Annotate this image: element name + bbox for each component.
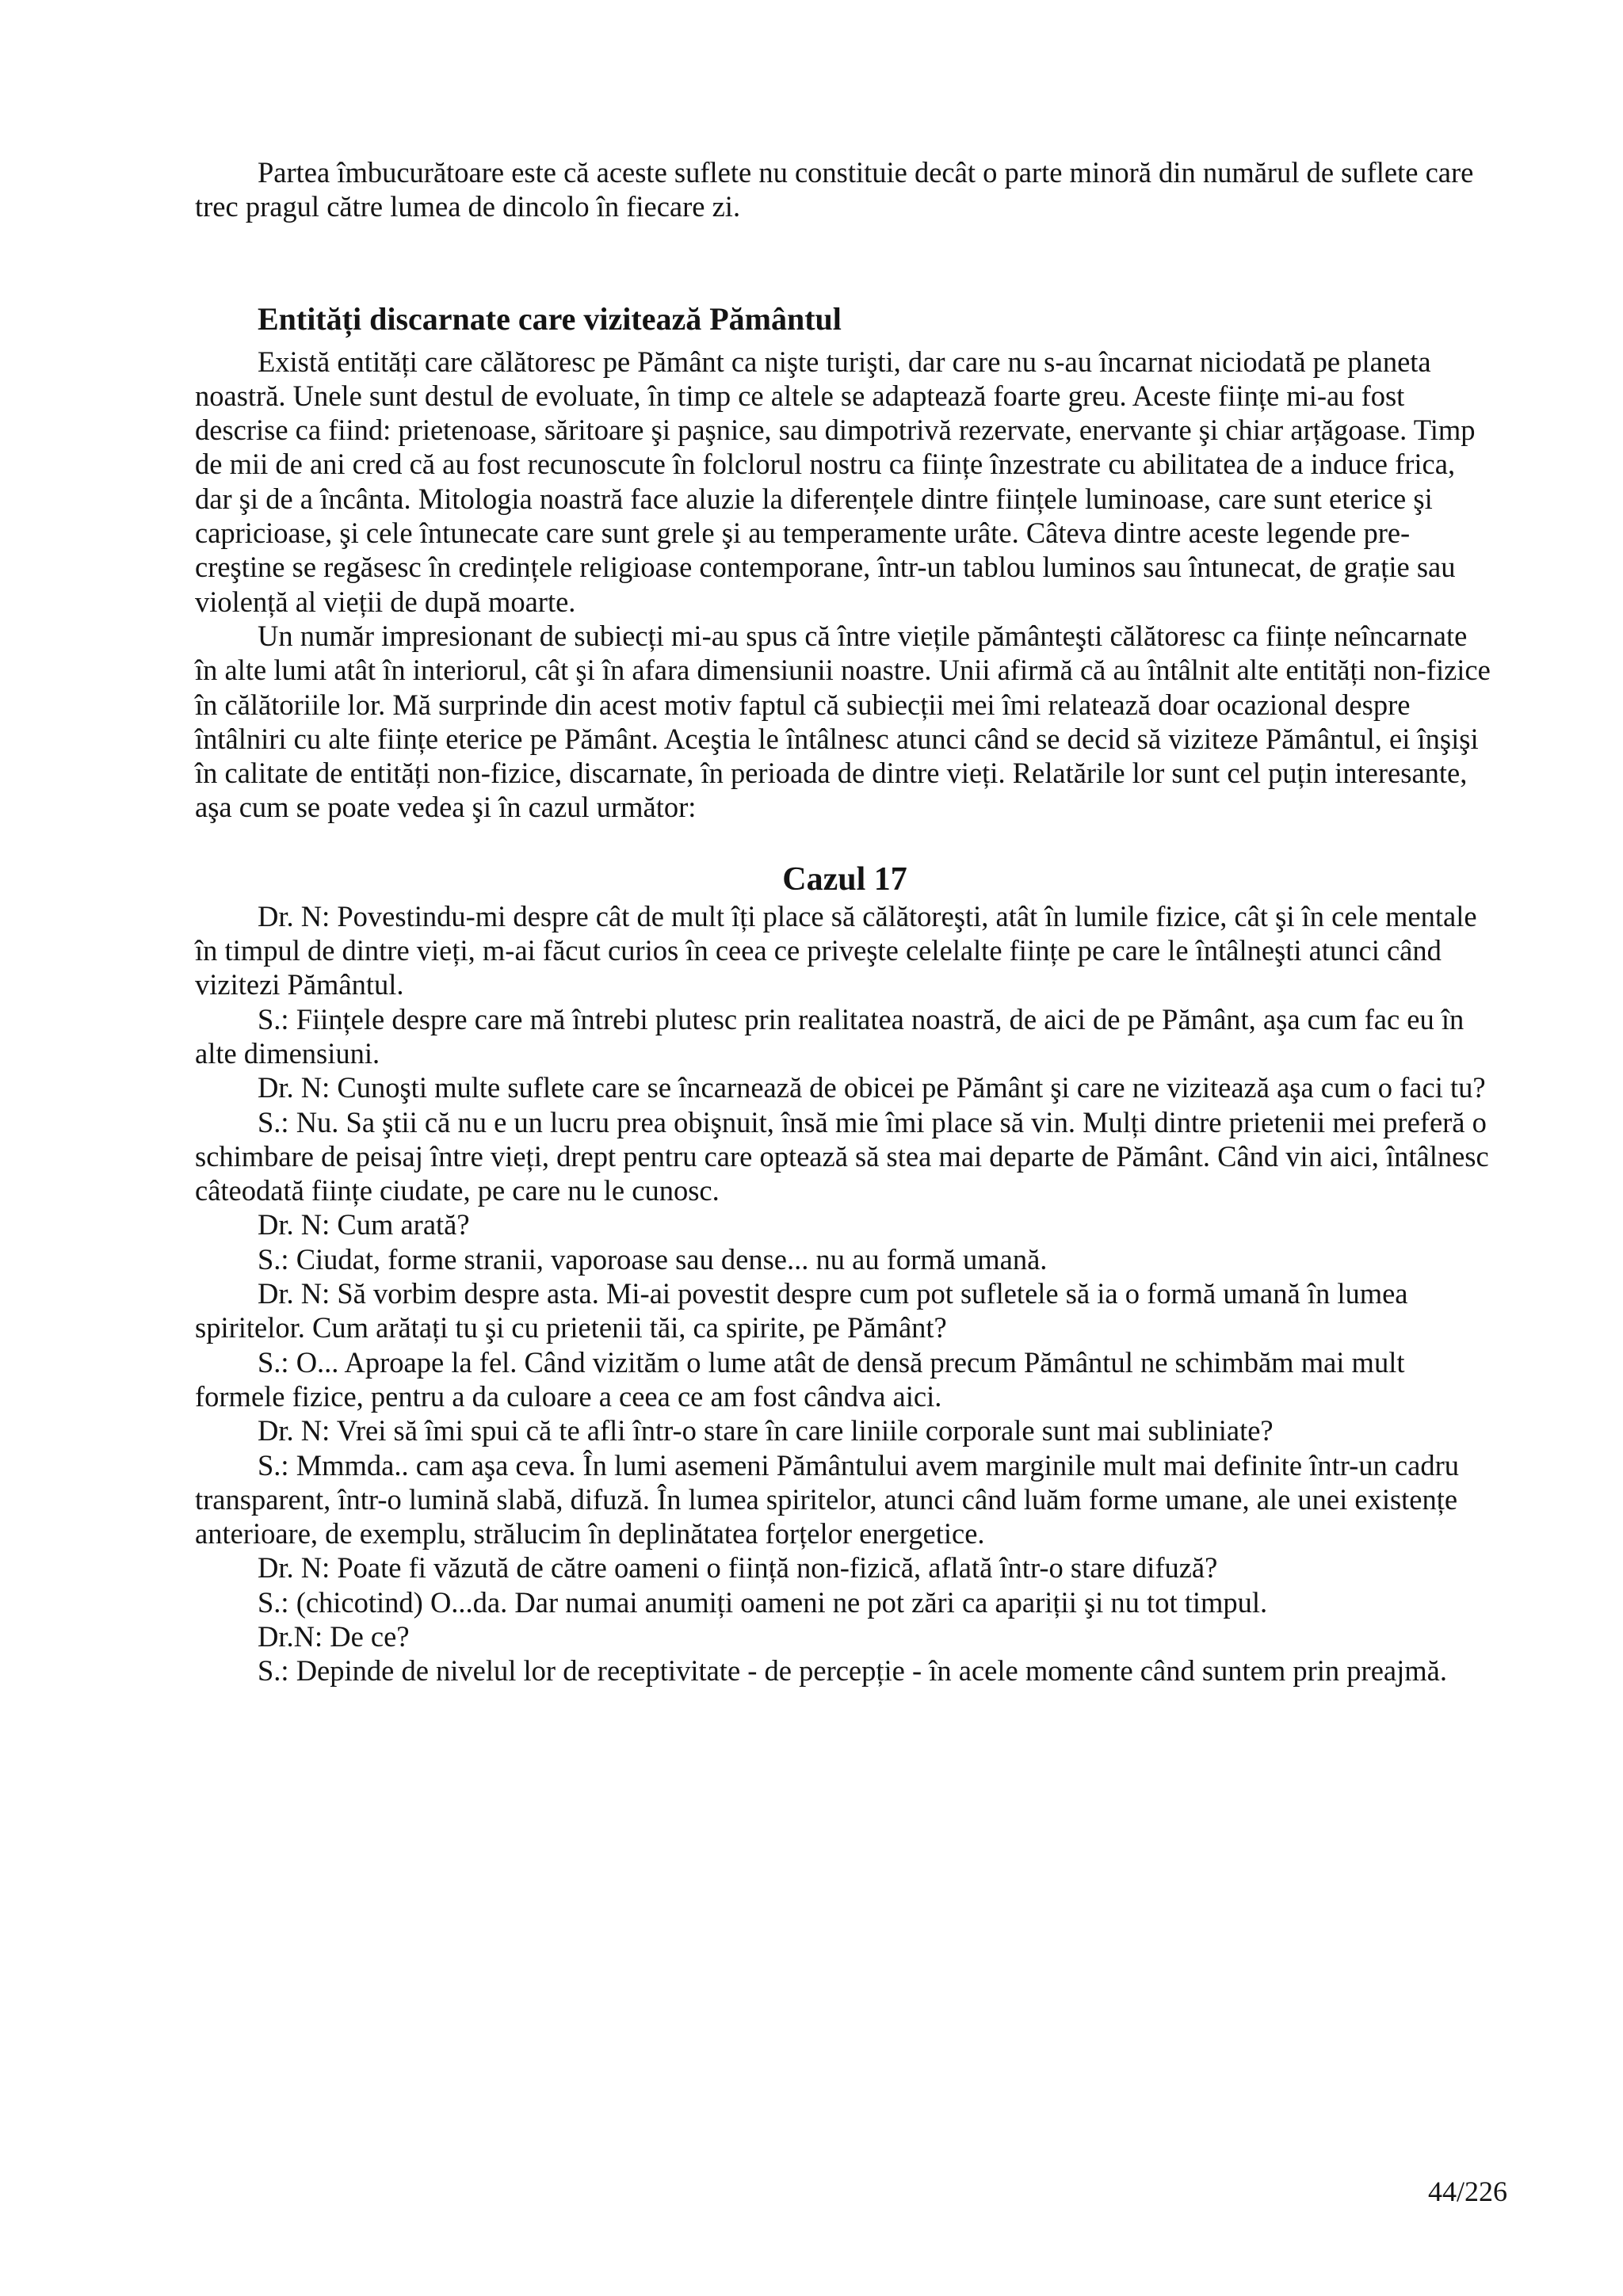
dialogue-line: Dr. N: Cum arată? <box>258 1208 470 1241</box>
dialogue-line: Dr. N: Cunoşti multe suflete care se încarnează de obicei pe Pământ şi care ne vizitează aşa cum o faci tu? <box>258 1071 1486 1104</box>
dialogue-line: Dr. N: Poate fi văzută de către oameni o ființă non-fizică, aflată într-o stare difuză? <box>258 1551 1218 1585</box>
case-title: Cazul 17 <box>782 860 907 898</box>
dialogue-line: S.: Ființele despre care mă întrebi plutesc prin realitatea noastră, de aici de pe Pământ, aşa cum fac eu în alte dimensiuni. <box>195 1002 1465 1070</box>
section-paragraph: Un număr impresionant de subiecți mi-au spus că între viețile pământeşti călătoresc ca ființe neîncarnate în alte lumi atât în interiorul, cât şi în afara dimensiunii noastre. Unii afirmă că au întâlnit alte entități non-fizice în călătoriile lor. Mă surprinde din acest motiv faptul că subiecții mei îmi relatează doar ocazional despre întâlniri cu alte ființe eterice pe Pământ. Aceştia le întâlnesc atunci când se decid să viziteze Pământul, ei înşişi în calitate de entități non-fizice, discarnate, în perioada de dintre vieți. Relatările lor sunt cel puțin interesante, aşa cum se poate vedea şi în cazul următor: <box>195 619 1491 824</box>
dialogue-line: Dr.N: De ce? <box>258 1619 410 1653</box>
document-page <box>195 155 1495 1688</box>
dialogue-line: Dr. N: Povestindu-mi despre cât de mult îți place să călătoreşti, atât în lumile fizice, cât şi în cele mentale în timpul de dintre vieți, m-ai făcut curios în ceea ce priveşte celelalte ființe pe care le întâlneşti atunci când vizitezi Pământul. <box>195 899 1477 1001</box>
dialogue-line: S.: O... Aproape la fel. Când vizităm o lume atât de densă precum Pământul ne schimbăm mai mult formele fizice, pentru a da culoare a ceea ce am fost cândva aici. <box>195 1345 1405 1413</box>
page-number: 44/226 <box>1427 2176 1507 2207</box>
section-heading: Entități discarnate care vizitează Pământul <box>258 300 842 337</box>
dialogue-line: S.: Nu. Sa ştii că nu e un lucru prea obişnuit, însă mie îmi place să vin. Mulți dintre prietenii mei preferă o schimbare de peisaj între vieți, drept pentru care optează să stea mai departe de Pământ. Când vin aici, întâlnesc câteodată ființe ciudate, pe care nu le cunosc. <box>195 1105 1489 1207</box>
section-paragraph: Există entități care călătoresc pe Pământ ca nişte turişti, dar care nu s-au încarnat niciodată pe planeta noastră. Unele sunt destul de evoluate, în timp ce altele se adaptează foarte greu. Aceste ființe mi-au fost descrise ca fiind: prietenoase, săritoare şi paşnice, sau dimpotrivă rezervate, enervante şi chiar arțăgoase. Timp de mii de ani cred că au fost recunoscute în folclorul nostru ca ființe înzestrate cu abilitatea de a induce frica, dar şi de a încânta. Mitologia noastră face aluzie la diferențele dintre ființele luminoase, care sunt eterice şi capricioase, şi cele întunecate care sunt grele şi au temperamente urâte. Câteva dintre aceste legende pre-creştine se regăsesc în credințele religioase contemporane, într-un tablou luminos sau întunecat, de grație sau violență al vieții de după moarte. <box>195 345 1476 618</box>
intro-paragraph: Partea îmbucurătoare este că aceste suflete nu constituie decât o parte minoră din numărul de suflete care trec pragul către lumea de dincolo în fiecare zi. <box>195 156 1474 223</box>
dialogue-line: S.: Ciudat, forme stranii, vaporoase sau dense... nu au formă umană. <box>258 1242 1048 1276</box>
dialogue-line: Dr. N: Vrei să îmi spui că te afli într-o stare în care liniile corporale sunt mai subliniate? <box>258 1414 1274 1447</box>
dialogue-line: S.: Mmmda.. cam aşa ceva. În lumi asemeni Pământului avem marginile mult mai definite într-un cadru transparent, într-o lumină slabă, difuză. În lumea spiritelor, atunci când luăm forme umane, ale unei existențe anterioare, de exemplu, strălucim în deplinătatea forțelor energetice. <box>195 1448 1459 1550</box>
dialogue-line: Dr. N: Să vorbim despre asta. Mi-ai povestit despre cum pot sufletele să ia o formă umană în lumea spiritelor. Cum arătați tu şi cu prietenii tăi, ca spirite, pe Pământ? <box>195 1277 1408 1344</box>
dialogue-line: S.: Depinde de nivelul lor de receptivitate - de percepție - în acele momente când suntem prin preajmă. <box>258 1654 1447 1688</box>
dialogue-line: S.: (chicotind) O...da. Dar numai anumiți oameni ne pot zări ca apariții şi nu tot timpul. <box>258 1585 1268 1619</box>
